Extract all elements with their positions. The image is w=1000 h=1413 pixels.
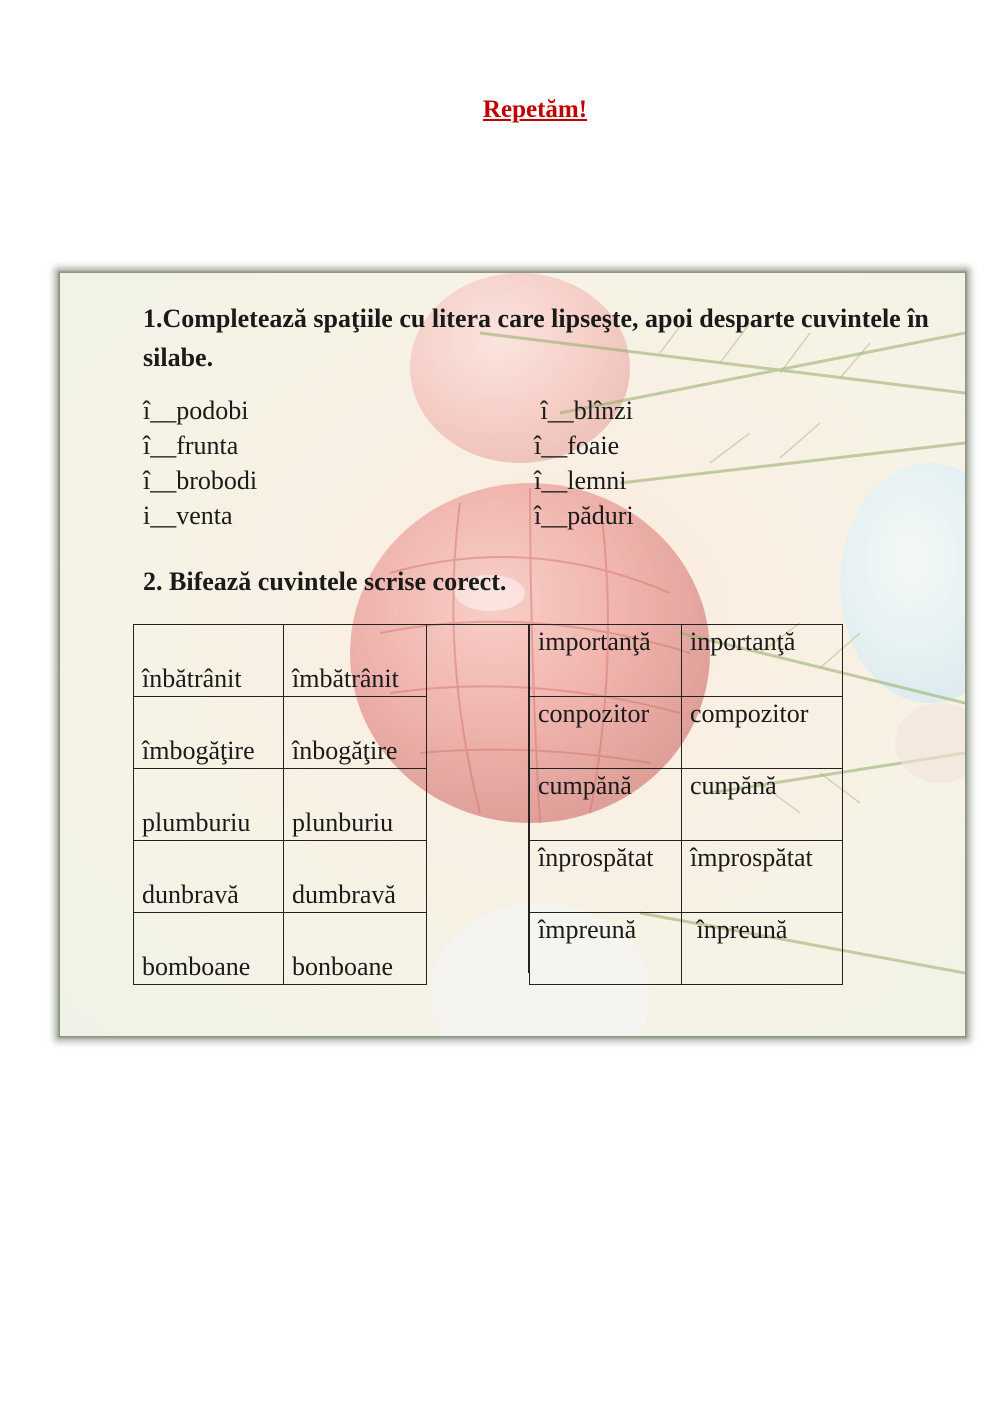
table-row (134, 841, 427, 913)
fill-word[interactable]: î__foaie (534, 431, 620, 460)
word-option[interactable]: plunburiu (284, 769, 427, 841)
word-choice-table-right (529, 624, 843, 985)
fill-word[interactable]: î__lemni (534, 466, 627, 495)
word-option[interactable]: compozitor (682, 697, 843, 769)
word-option[interactable]: importanţă (530, 625, 682, 697)
word-option[interactable]: inportanţă (682, 625, 843, 697)
page-title: Repetăm! (482, 96, 588, 123)
word-option[interactable]: înprospătat (530, 841, 682, 913)
fill-word[interactable]: î__blînzi (534, 396, 633, 425)
table-row (530, 625, 843, 697)
table-row (530, 769, 843, 841)
table-spacer-cell (425, 624, 529, 973)
table-row (134, 697, 427, 769)
table-row (134, 769, 427, 841)
fill-word[interactable]: î__păduri (534, 501, 634, 530)
fill-word[interactable]: î__podobi (143, 396, 249, 425)
table-row (530, 697, 843, 769)
fill-word[interactable]: î__frunta (143, 431, 239, 460)
table-row (134, 625, 427, 697)
exercise-1-heading: 1.Completează spaţiile cu litera care lipseşte, apoi desparte cuvintele în silabe. (143, 304, 929, 372)
word-option[interactable]: bomboane (134, 913, 284, 985)
word-option[interactable]: dumbravă (284, 841, 427, 913)
word-option[interactable]: cunpănă (682, 769, 843, 841)
word-option[interactable]: dunbravă (134, 841, 284, 913)
fill-word[interactable]: î__brobodi (143, 466, 258, 495)
word-option[interactable]: îmbogăţire (134, 697, 284, 769)
word-option[interactable]: împrospătat (682, 841, 843, 913)
word-choice-table-left (133, 624, 427, 985)
worksheet-panel (60, 273, 965, 1036)
exercise-2-heading: 2. Bifează cuvintele scrise corect. (143, 567, 507, 596)
table-row (134, 913, 427, 985)
exercise-1-right-words (534, 393, 634, 533)
word-option[interactable]: plumburiu (134, 769, 284, 841)
word-option[interactable]: îmbătrânit (284, 625, 427, 697)
table-row (530, 841, 843, 913)
word-option[interactable]: împreună (530, 913, 682, 985)
word-option[interactable]: înbătrânit (134, 625, 284, 697)
fill-word[interactable]: i__venta (143, 501, 233, 530)
exercise-1-left-words (143, 393, 257, 533)
word-option[interactable]: înbogăţire (284, 697, 427, 769)
word-option[interactable]: bonboane (284, 913, 427, 985)
word-option[interactable]: înpreună (682, 913, 843, 985)
word-option[interactable]: cumpănă (530, 769, 682, 841)
word-option[interactable]: conpozitor (530, 697, 682, 769)
table-row (530, 913, 843, 985)
